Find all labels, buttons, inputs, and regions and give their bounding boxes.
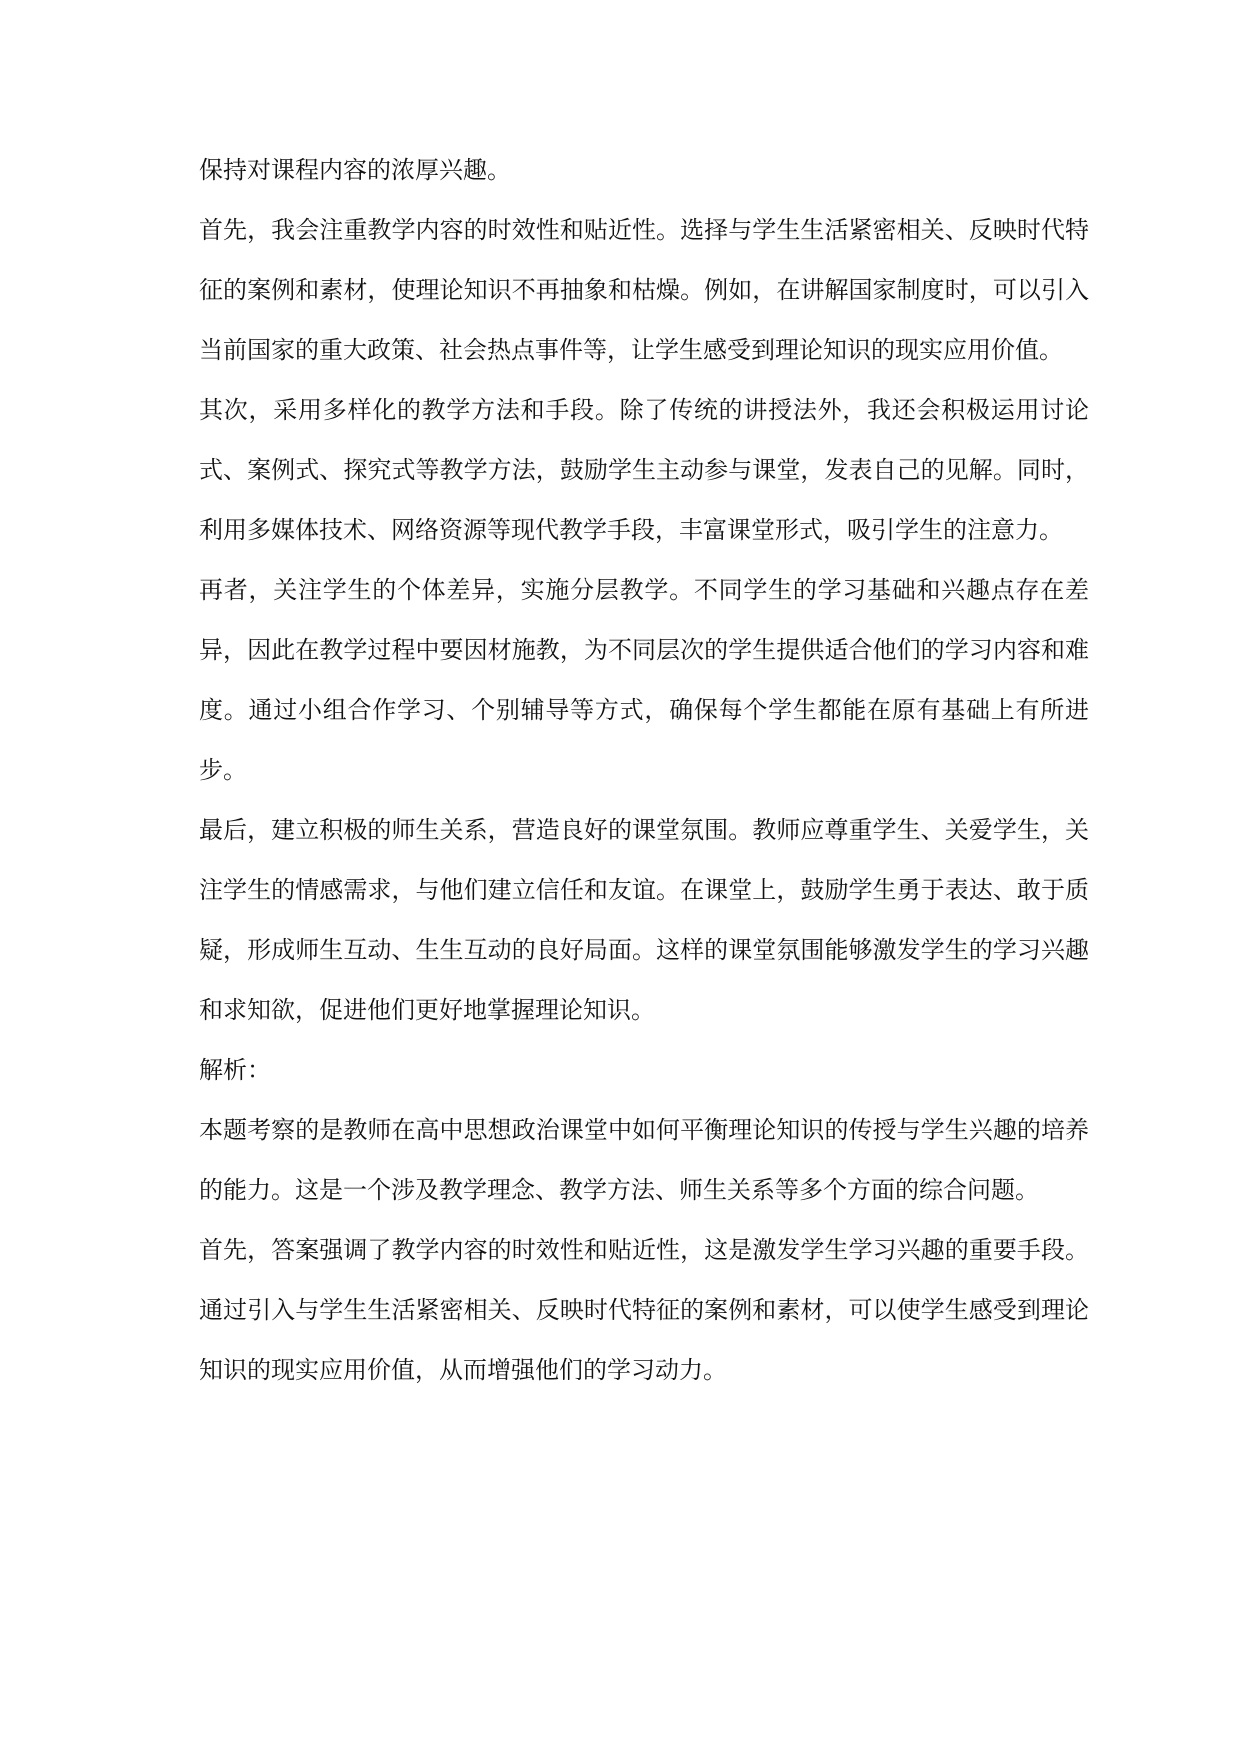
paragraph-first-point: 首先，我会注重教学内容的时效性和贴近性。选择与学生生活紧密相关、反映时代特征的案例和素材，使理论知识不再抽象和枯燥。例如，在讲解国家制度时，可以引入当前国家的重大政策、社会热点事件等，让学生感受到理论知识的现实应用价值。 — [199, 216, 1089, 364]
paragraph-fourth-point: 最后，建立积极的师生关系，营造良好的课堂氛围。教师应尊重学生、关爱学生，关注学生的情感需求，与他们建立信任和友谊。在课堂上，鼓励学生勇于表达、敢于质疑，形成师生互动、生生互动的良好局面。这样的课堂氛围能够激发学生的学习兴趣和求知欲，促进他们更好地掌握理论知识。 — [199, 816, 1089, 1024]
paragraph-third-point: 再者，关注学生的个体差异，实施分层教学。不同学生的学习基础和兴趣点存在差异，因此在教学过程中要因材施教，为不同层次的学生提供适合他们的学习内容和难度。通过小组合作学习、个别辅导等方式，确保每个学生都能在原有基础上有所进步。 — [199, 576, 1089, 784]
analysis-paragraph-intro: 本题考察的是教师在高中思想政治课堂中如何平衡理论知识的传授与学生兴趣的培养的能力。这是一个涉及教学理念、教学方法、师生关系等多个方面的综合问题。 — [199, 1116, 1089, 1204]
analysis-heading: 解析： — [199, 1056, 271, 1084]
analysis-paragraph-first: 首先，答案强调了教学内容的时效性和贴近性，这是激发学生学习兴趣的重要手段。通过引入与学生生活紧密相关、反映时代特征的案例和素材，可以使学生感受到理论知识的现实应用价值，从而增强他们的学习动力。 — [199, 1236, 1089, 1384]
document-body — [199, 140, 1089, 1400]
paragraph-second-point: 其次，采用多样化的教学方法和手段。除了传统的讲授法外，我还会积极运用讨论式、案例式、探究式等教学方法，鼓励学生主动参与课堂，发表自己的见解。同时，利用多媒体技术、网络资源等现代教学手段，丰富课堂形式，吸引学生的注意力。 — [199, 396, 1089, 544]
paragraph-continuation: 保持对课程内容的浓厚兴趣。 — [199, 156, 511, 184]
